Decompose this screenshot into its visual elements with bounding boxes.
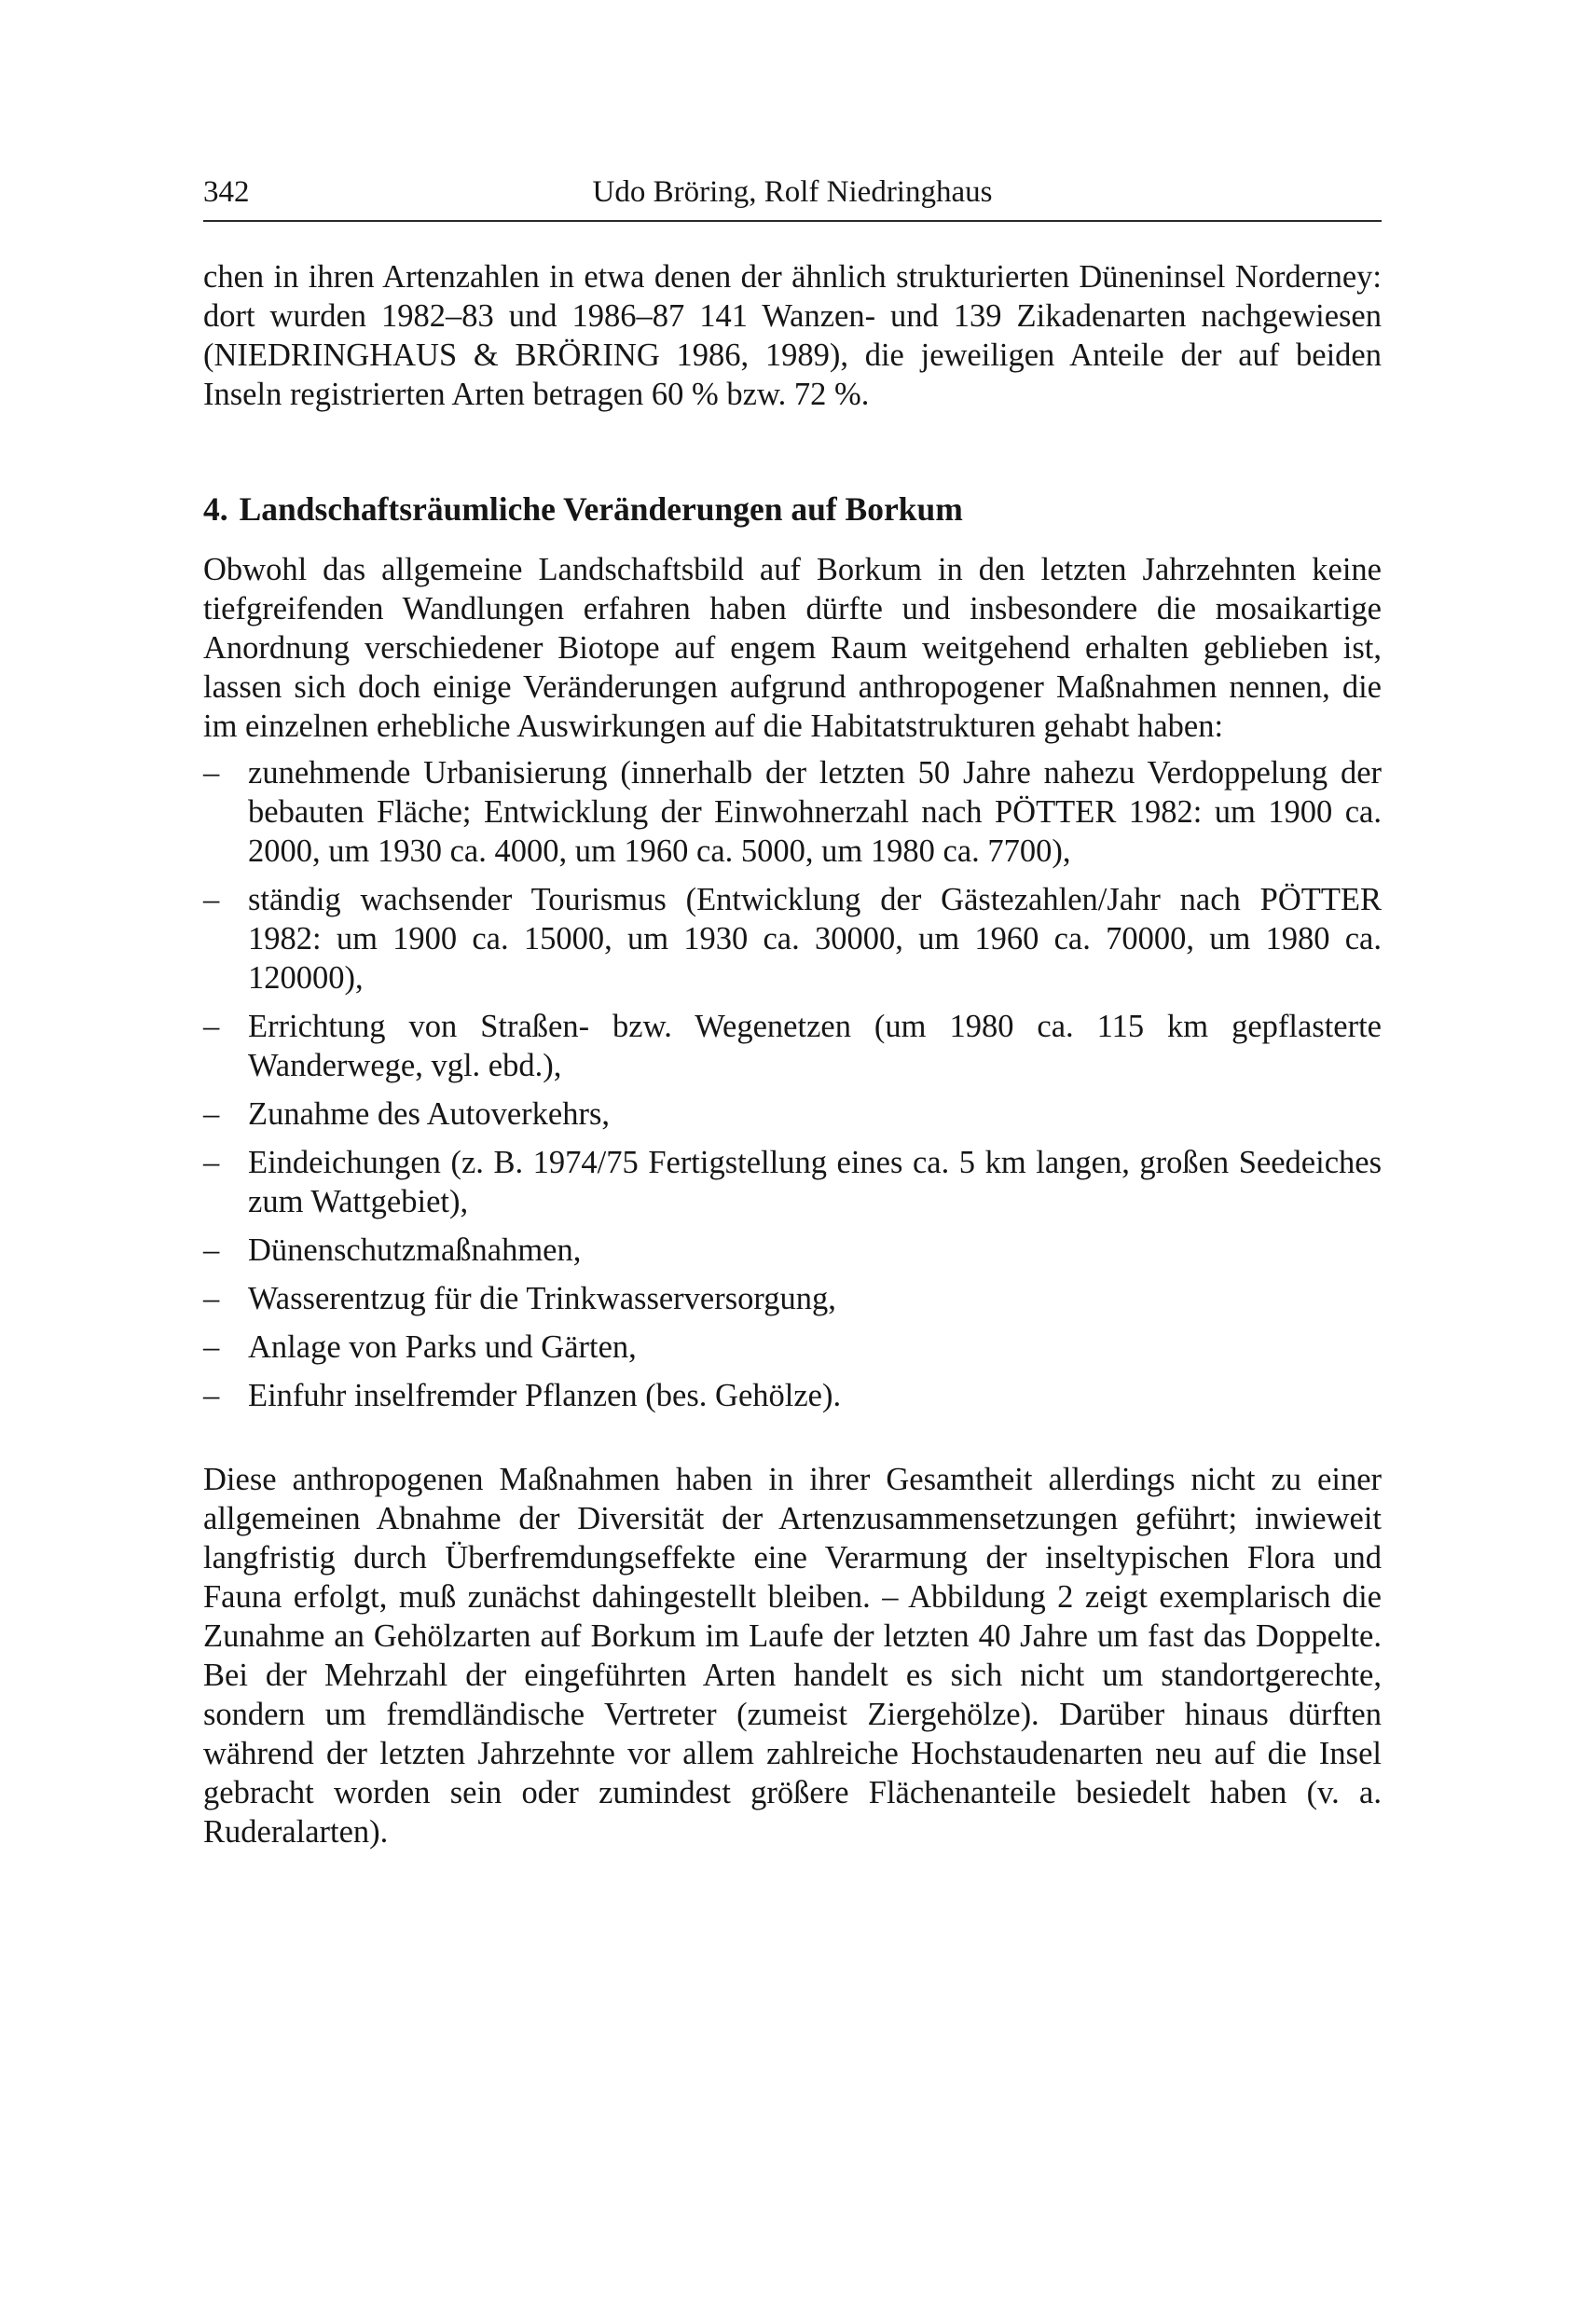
list-item: [203, 1007, 1382, 1085]
list-dash: –: [203, 755, 220, 791]
list-item: [203, 1328, 1382, 1367]
list-item: [203, 1376, 1382, 1415]
change-list: [203, 753, 1382, 1415]
list-dash: –: [203, 1281, 220, 1316]
list-item-text: ständig wachsender Tourismus (Entwicklung der Gästezahlen/Jahr nach PÖTTER 1982: um 1900 ca. 15000, um 1930 ca. 30000, um 1960 ca. 70000, um 1980 ca. 120000),: [248, 882, 1382, 996]
intro-paragraph: chen in ihren Artenzahlen in etwa denen der ähnlich strukturierten Düneninsel Norderney: dort wurden 1982–83 und 1986–87 141 Wanzen- und 139 Zikadenarten nachgewiesen (NIEDRINGHAUS & BRÖRING 1986, 1989), die jeweiligen Anteile der auf beiden Inseln registrierten Arten betragen 60 % bzw. 72 %.: [203, 259, 1382, 412]
list-item-text: Eindeichungen (z. B. 1974/75 Fertigstellung eines ca. 5 km langen, großen Seedeiches zum Wattgebiet),: [248, 1145, 1382, 1219]
page-number: 342: [203, 175, 250, 209]
conclusion-paragraph: Diese anthropogenen Maßnahmen haben in ihrer Gesamtheit allerdings nicht zu einer allgemeinen Abnahme der Diversität der Artenzusammensetzungen geführt; inwieweit langfristig durch Überfremdungseffekte eine Verarmung der inseltypischen Flora und Fauna erfolgt, muß zunächst dahingestellt bleiben. – Abbildung 2 zeigt exemplarisch die Zunahme an Gehölzarten auf Borkum im Laufe der letzten 40 Jahre um fast das Doppelte. Bei der Mehrzahl der eingeführten Arten handelt es sich nicht um standortgerechte, sondern um fremdländische Vertreter (zumeist Ziergehölze). Darüber hinaus dürften während der letzten Jahrzehnte vor allem zahlreiche Hochstaudenarten neu auf die Insel gebracht worden sein oder zumindest größere Flächenanteile besiedelt haben (v. a. Ruderalarten).: [203, 1462, 1382, 1850]
list-dash: –: [203, 1009, 220, 1044]
list-dash: –: [203, 1232, 220, 1268]
list-item-text: Errichtung von Straßen- bzw. Wegenetzen (um 1980 ca. 115 km gepflasterte Wanderwege, vgl. ebd.),: [248, 1009, 1382, 1083]
list-item-text: Dünenschutzmaßnahmen,: [248, 1232, 582, 1268]
list-item: [203, 1279, 1382, 1318]
list-item: [203, 1231, 1382, 1270]
list-item-text: zunehmende Urbanisierung (innerhalb der letzten 50 Jahre nahezu Verdoppelung der bebauten Fläche; Entwicklung der Einwohnerzahl nach PÖTTER 1982: um 1900 ca. 2000, um 1930 ca. 4000, um 1960 ca. 5000, um 1980 ca. 7700),: [248, 755, 1382, 869]
list-item: [203, 880, 1382, 998]
section-heading: [203, 489, 1382, 530]
list-item: [203, 1143, 1382, 1221]
section-title: Landschaftsräumliche Veränderungen auf Borkum: [239, 490, 963, 528]
list-item-text: Wasserentzug für die Trinkwasserversorgung,: [248, 1281, 836, 1316]
list-dash: –: [203, 1145, 220, 1180]
list-dash: –: [203, 1378, 220, 1413]
list-item-text: Zunahme des Autoverkehrs,: [248, 1096, 611, 1132]
list-item: [203, 753, 1382, 871]
running-head: Udo Bröring, Rolf Niedringhaus: [592, 175, 993, 209]
section-number: 4.: [203, 490, 228, 528]
list-item-text: Anlage von Parks und Gärten,: [248, 1329, 637, 1365]
body-text: [203, 257, 1382, 1851]
page-header: [203, 173, 1382, 220]
section-lead-paragraph: Obwohl das allgemeine Landschaftsbild auf Borkum in den letzten Jahrzehnten keine tiefgreifenden Wandlungen erfahren haben dürfte und insbesondere die mosaikartige Anordnung verschiedener Biotope auf engem Raum weitgehend erhalten geblieben ist, lassen sich doch einige Veränderungen aufgrund anthropogener Maßnahmen nennen, die im einzelnen erhebliche Auswirkungen auf die Habitatstrukturen gehabt haben:: [203, 552, 1382, 744]
list-item-text: Einfuhr inselfremder Pflanzen (bes. Gehölze).: [248, 1378, 842, 1413]
list-dash: –: [203, 1329, 220, 1365]
list-item: [203, 1094, 1382, 1134]
list-dash: –: [203, 1096, 220, 1132]
header-rule: [203, 220, 1382, 222]
list-dash: –: [203, 882, 220, 917]
